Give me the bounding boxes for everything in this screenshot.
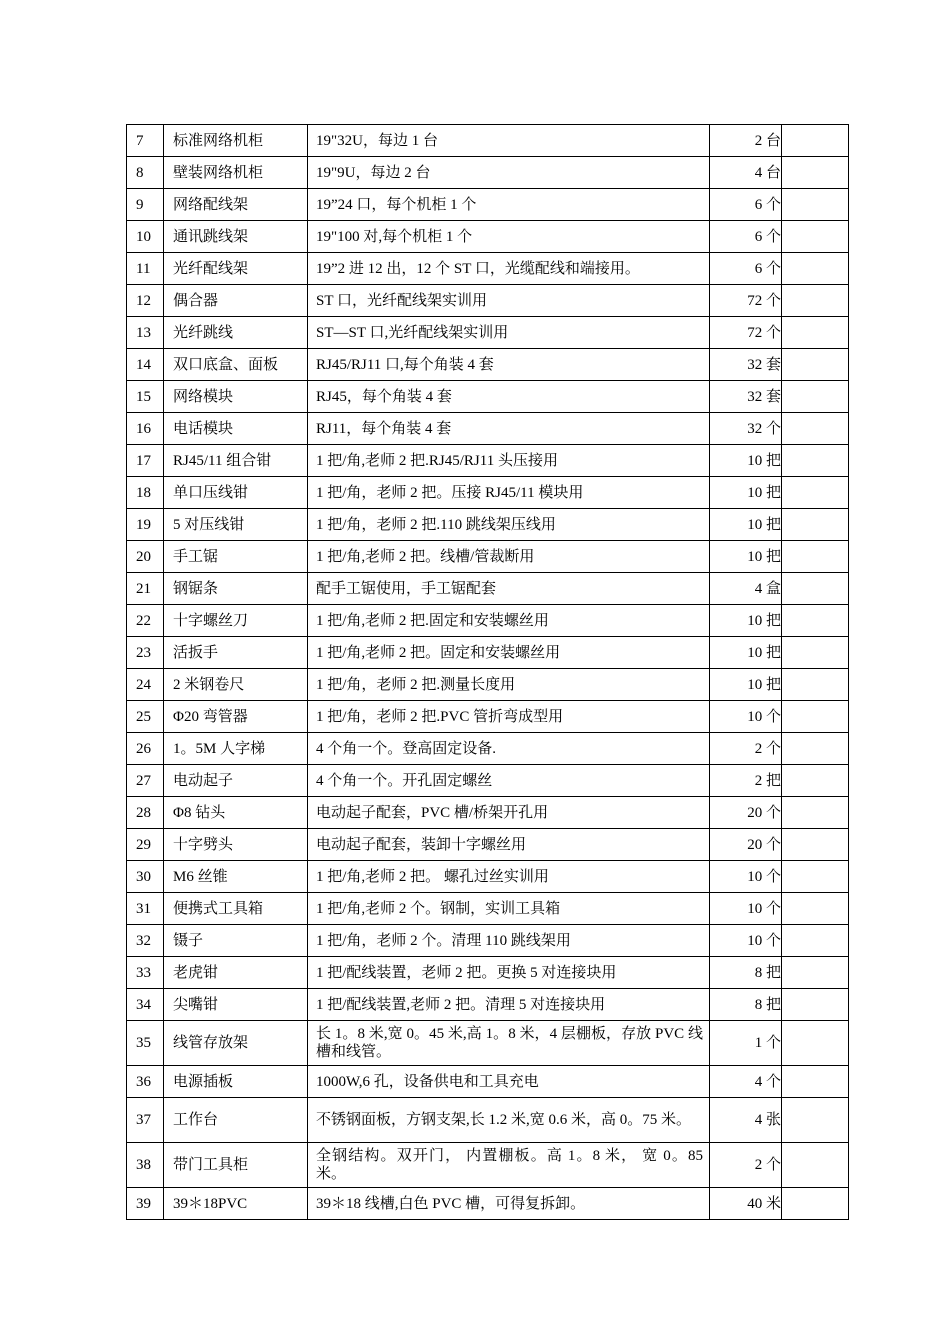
item-quantity-cell: 20 个 <box>710 829 782 861</box>
item-name-cell: 十字劈头 <box>164 829 308 861</box>
item-quantity-cell: 2 个 <box>710 733 782 765</box>
item-note-cell <box>782 285 849 317</box>
item-name-cell: 光纤跳线 <box>164 317 308 349</box>
item-quantity-cell: 10 个 <box>710 861 782 893</box>
item-note-cell <box>782 925 849 957</box>
item-description-cell: 1 把/角,老师 2 把。固定和安装螺丝用 <box>308 637 710 669</box>
item-description-cell: 1 把/角，老师 2 把.110 跳线架压线用 <box>308 509 710 541</box>
item-description-cell: ST—ST 口,光纤配线架实训用 <box>308 317 710 349</box>
table-row <box>127 445 849 477</box>
item-number-cell: 35 <box>127 1021 164 1066</box>
item-note-cell <box>782 669 849 701</box>
item-name-cell: 1。5M 人字梯 <box>164 733 308 765</box>
item-name-cell: 网络配线架 <box>164 189 308 221</box>
item-number-cell: 23 <box>127 637 164 669</box>
item-quantity-cell: 32 套 <box>710 381 782 413</box>
item-description-cell: 19”24 口，每个机柜 1 个 <box>308 189 710 221</box>
table-row <box>127 285 849 317</box>
item-quantity-cell: 32 套 <box>710 349 782 381</box>
item-name-cell: 2 米钢卷尺 <box>164 669 308 701</box>
item-note-cell <box>782 701 849 733</box>
item-number-cell: 7 <box>127 125 164 157</box>
item-quantity-cell: 4 盒 <box>710 573 782 605</box>
item-quantity-cell: 8 把 <box>710 989 782 1021</box>
item-name-cell: 单口压线钳 <box>164 477 308 509</box>
item-number-cell: 28 <box>127 797 164 829</box>
item-name-cell: Φ8 钻头 <box>164 797 308 829</box>
item-description-cell: 1 把/角,老师 2 把.固定和安装螺丝用 <box>308 605 710 637</box>
item-number-cell: 18 <box>127 477 164 509</box>
item-number-cell: 33 <box>127 957 164 989</box>
table-row <box>127 1143 849 1188</box>
item-name-cell: 尖嘴钳 <box>164 989 308 1021</box>
item-description-cell: 39＊18 线槽,白色 PVC 槽，可得复拆卸。 <box>308 1188 710 1220</box>
table-row <box>127 893 849 925</box>
item-name-cell: 活扳手 <box>164 637 308 669</box>
item-name-cell: 网络模块 <box>164 381 308 413</box>
item-number-cell: 27 <box>127 765 164 797</box>
item-description-cell: 1 把/角,老师 2 把。线槽/管裁断用 <box>308 541 710 573</box>
item-quantity-cell: 4 张 <box>710 1098 782 1143</box>
item-note-cell <box>782 349 849 381</box>
item-name-cell: 标准网络机柜 <box>164 125 308 157</box>
item-description-cell: 1 把/角，老师 2 把.测量长度用 <box>308 669 710 701</box>
item-description-cell: 1000W,6 孔，设备供电和工具充电 <box>308 1066 710 1098</box>
item-quantity-cell: 10 把 <box>710 509 782 541</box>
table-row <box>127 765 849 797</box>
item-note-cell <box>782 893 849 925</box>
item-name-cell: 带门工具柜 <box>164 1143 308 1188</box>
item-quantity-cell: 20 个 <box>710 797 782 829</box>
table-row <box>127 125 849 157</box>
item-description-cell: 1 把/角,老师 2 个。钢制，实训工具箱 <box>308 893 710 925</box>
item-number-cell: 15 <box>127 381 164 413</box>
item-number-cell: 38 <box>127 1143 164 1188</box>
item-number-cell: 36 <box>127 1066 164 1098</box>
item-quantity-cell: 4 个 <box>710 1066 782 1098</box>
item-number-cell: 13 <box>127 317 164 349</box>
item-name-cell: 通讯跳线架 <box>164 221 308 253</box>
item-description-cell: 不锈钢面板，方钢支架,长 1.2 米,宽 0.6 米，高 0。75 米。 <box>308 1098 710 1143</box>
item-quantity-cell: 2 把 <box>710 765 782 797</box>
item-number-cell: 21 <box>127 573 164 605</box>
item-note-cell <box>782 1143 849 1188</box>
item-quantity-cell: 10 把 <box>710 541 782 573</box>
item-quantity-cell: 40 米 <box>710 1188 782 1220</box>
item-description-cell: 1 把/角,老师 2 把.RJ45/RJ11 头压接用 <box>308 445 710 477</box>
item-quantity-cell: 2 个 <box>710 1143 782 1188</box>
item-description-cell: 1 把/配线装置,老师 2 把。清理 5 对连接块用 <box>308 989 710 1021</box>
item-number-cell: 14 <box>127 349 164 381</box>
item-number-cell: 16 <box>127 413 164 445</box>
table-row <box>127 605 849 637</box>
table-row <box>127 797 849 829</box>
item-name-cell: 十字螺丝刀 <box>164 605 308 637</box>
table-row <box>127 957 849 989</box>
item-quantity-cell: 6 个 <box>710 221 782 253</box>
item-quantity-cell: 6 个 <box>710 189 782 221</box>
item-number-cell: 26 <box>127 733 164 765</box>
item-name-cell: 光纤配线架 <box>164 253 308 285</box>
item-note-cell <box>782 957 849 989</box>
item-number-cell: 20 <box>127 541 164 573</box>
table-row <box>127 1098 849 1143</box>
item-quantity-cell: 10 把 <box>710 669 782 701</box>
item-description-cell: 4 个角一个。开孔固定螺丝 <box>308 765 710 797</box>
item-name-cell: 壁装网络机柜 <box>164 157 308 189</box>
item-description-cell: 19"32U，每边 1 台 <box>308 125 710 157</box>
item-note-cell <box>782 381 849 413</box>
item-note-cell <box>782 765 849 797</box>
table-row <box>127 669 849 701</box>
item-note-cell <box>782 221 849 253</box>
item-note-cell <box>782 573 849 605</box>
item-description-cell: 19”2 进 12 出，12 个 ST 口，光缆配线和端接用。 <box>308 253 710 285</box>
equipment-table-body <box>127 125 849 1220</box>
table-row <box>127 925 849 957</box>
item-note-cell <box>782 1066 849 1098</box>
table-row <box>127 189 849 221</box>
item-description-cell: 1 把/角，老师 2 把.PVC 管折弯成型用 <box>308 701 710 733</box>
item-number-cell: 19 <box>127 509 164 541</box>
table-row <box>127 701 849 733</box>
item-name-cell: Φ20 弯管器 <box>164 701 308 733</box>
item-description-cell: 电动起子配套，PVC 槽/桥架开孔用 <box>308 797 710 829</box>
item-note-cell <box>782 861 849 893</box>
item-name-cell: 线管存放架 <box>164 1021 308 1066</box>
item-quantity-cell: 10 把 <box>710 445 782 477</box>
item-quantity-cell: 72 个 <box>710 285 782 317</box>
table-row <box>127 157 849 189</box>
item-number-cell: 9 <box>127 189 164 221</box>
table-row <box>127 509 849 541</box>
item-name-cell: 电动起子 <box>164 765 308 797</box>
item-number-cell: 8 <box>127 157 164 189</box>
item-note-cell <box>782 797 849 829</box>
item-description-cell: 1 把/角，老师 2 个。清理 110 跳线架用 <box>308 925 710 957</box>
item-name-cell: 电话模块 <box>164 413 308 445</box>
table-row <box>127 733 849 765</box>
item-number-cell: 29 <box>127 829 164 861</box>
item-quantity-cell: 10 个 <box>710 701 782 733</box>
item-name-cell: 镊子 <box>164 925 308 957</box>
item-number-cell: 30 <box>127 861 164 893</box>
table-row <box>127 349 849 381</box>
equipment-list-page <box>126 124 848 1220</box>
item-name-cell: 偶合器 <box>164 285 308 317</box>
item-number-cell: 39 <box>127 1188 164 1220</box>
item-note-cell <box>782 1021 849 1066</box>
item-number-cell: 34 <box>127 989 164 1021</box>
item-name-cell: 39＊18PVC <box>164 1188 308 1220</box>
item-number-cell: 12 <box>127 285 164 317</box>
item-description-cell: 电动起子配套，装卸十字螺丝用 <box>308 829 710 861</box>
table-row <box>127 989 849 1021</box>
item-number-cell: 31 <box>127 893 164 925</box>
item-name-cell: M6 丝锥 <box>164 861 308 893</box>
item-description-cell: 1 把/角，老师 2 把。压接 RJ45/11 模块用 <box>308 477 710 509</box>
item-note-cell <box>782 829 849 861</box>
item-note-cell <box>782 157 849 189</box>
item-note-cell <box>782 509 849 541</box>
item-note-cell <box>782 125 849 157</box>
item-note-cell <box>782 541 849 573</box>
item-quantity-cell: 72 个 <box>710 317 782 349</box>
item-description-cell: RJ45，每个角装 4 套 <box>308 381 710 413</box>
item-note-cell <box>782 637 849 669</box>
item-note-cell <box>782 413 849 445</box>
item-description-cell: 1 把/角,老师 2 把。 螺孔过丝实训用 <box>308 861 710 893</box>
table-row <box>127 221 849 253</box>
item-number-cell: 17 <box>127 445 164 477</box>
item-note-cell <box>782 1098 849 1143</box>
item-note-cell <box>782 477 849 509</box>
item-note-cell <box>782 317 849 349</box>
item-quantity-cell: 10 把 <box>710 637 782 669</box>
item-description-cell: 长 1。8 米,宽 0。45 米,高 1。8 米，4 层棚板，存放 PVC 线槽和线管。 <box>308 1021 710 1066</box>
item-description-cell: 19"9U，每边 2 台 <box>308 157 710 189</box>
table-row <box>127 317 849 349</box>
item-name-cell: 手工锯 <box>164 541 308 573</box>
table-row <box>127 829 849 861</box>
item-note-cell <box>782 733 849 765</box>
item-description-cell: RJ11，每个角装 4 套 <box>308 413 710 445</box>
item-description-cell: ST 口，光纤配线架实训用 <box>308 285 710 317</box>
item-description-cell: 配手工锯使用，手工锯配套 <box>308 573 710 605</box>
item-name-cell: 钢锯条 <box>164 573 308 605</box>
item-description-cell: 全钢结构。双开门， 内置棚板。高 1。8 米， 宽 0。85 米。 <box>308 1143 710 1188</box>
item-number-cell: 32 <box>127 925 164 957</box>
item-name-cell: 便携式工具箱 <box>164 893 308 925</box>
item-description-cell: 4 个角一个。登高固定设备. <box>308 733 710 765</box>
table-row <box>127 413 849 445</box>
item-note-cell <box>782 445 849 477</box>
item-name-cell: RJ45/11 组合钳 <box>164 445 308 477</box>
item-name-cell: 双口底盒、面板 <box>164 349 308 381</box>
item-name-cell: 5 对压线钳 <box>164 509 308 541</box>
item-quantity-cell: 2 台 <box>710 125 782 157</box>
table-row <box>127 573 849 605</box>
item-note-cell <box>782 989 849 1021</box>
item-description-cell: 1 把/配线装置，老师 2 把。更换 5 对连接块用 <box>308 957 710 989</box>
item-note-cell <box>782 605 849 637</box>
item-note-cell <box>782 189 849 221</box>
item-description-cell: 19"100 对,每个机柜 1 个 <box>308 221 710 253</box>
item-quantity-cell: 10 把 <box>710 605 782 637</box>
item-quantity-cell: 10 个 <box>710 925 782 957</box>
table-row <box>127 1021 849 1066</box>
item-quantity-cell: 4 台 <box>710 157 782 189</box>
item-note-cell <box>782 1188 849 1220</box>
item-name-cell: 电源插板 <box>164 1066 308 1098</box>
table-row <box>127 1066 849 1098</box>
table-row <box>127 861 849 893</box>
table-row <box>127 381 849 413</box>
item-note-cell <box>782 253 849 285</box>
item-quantity-cell: 10 把 <box>710 477 782 509</box>
item-quantity-cell: 8 把 <box>710 957 782 989</box>
table-row <box>127 477 849 509</box>
item-number-cell: 37 <box>127 1098 164 1143</box>
item-description-cell: RJ45/RJ11 口,每个角装 4 套 <box>308 349 710 381</box>
equipment-table <box>126 124 849 1220</box>
table-row <box>127 1188 849 1220</box>
table-row <box>127 637 849 669</box>
table-row <box>127 253 849 285</box>
item-number-cell: 11 <box>127 253 164 285</box>
item-quantity-cell: 1 个 <box>710 1021 782 1066</box>
item-name-cell: 工作台 <box>164 1098 308 1143</box>
table-row <box>127 541 849 573</box>
item-quantity-cell: 10 个 <box>710 893 782 925</box>
item-name-cell: 老虎钳 <box>164 957 308 989</box>
item-number-cell: 24 <box>127 669 164 701</box>
item-number-cell: 22 <box>127 605 164 637</box>
item-quantity-cell: 32 个 <box>710 413 782 445</box>
item-quantity-cell: 6 个 <box>710 253 782 285</box>
item-number-cell: 25 <box>127 701 164 733</box>
item-number-cell: 10 <box>127 221 164 253</box>
